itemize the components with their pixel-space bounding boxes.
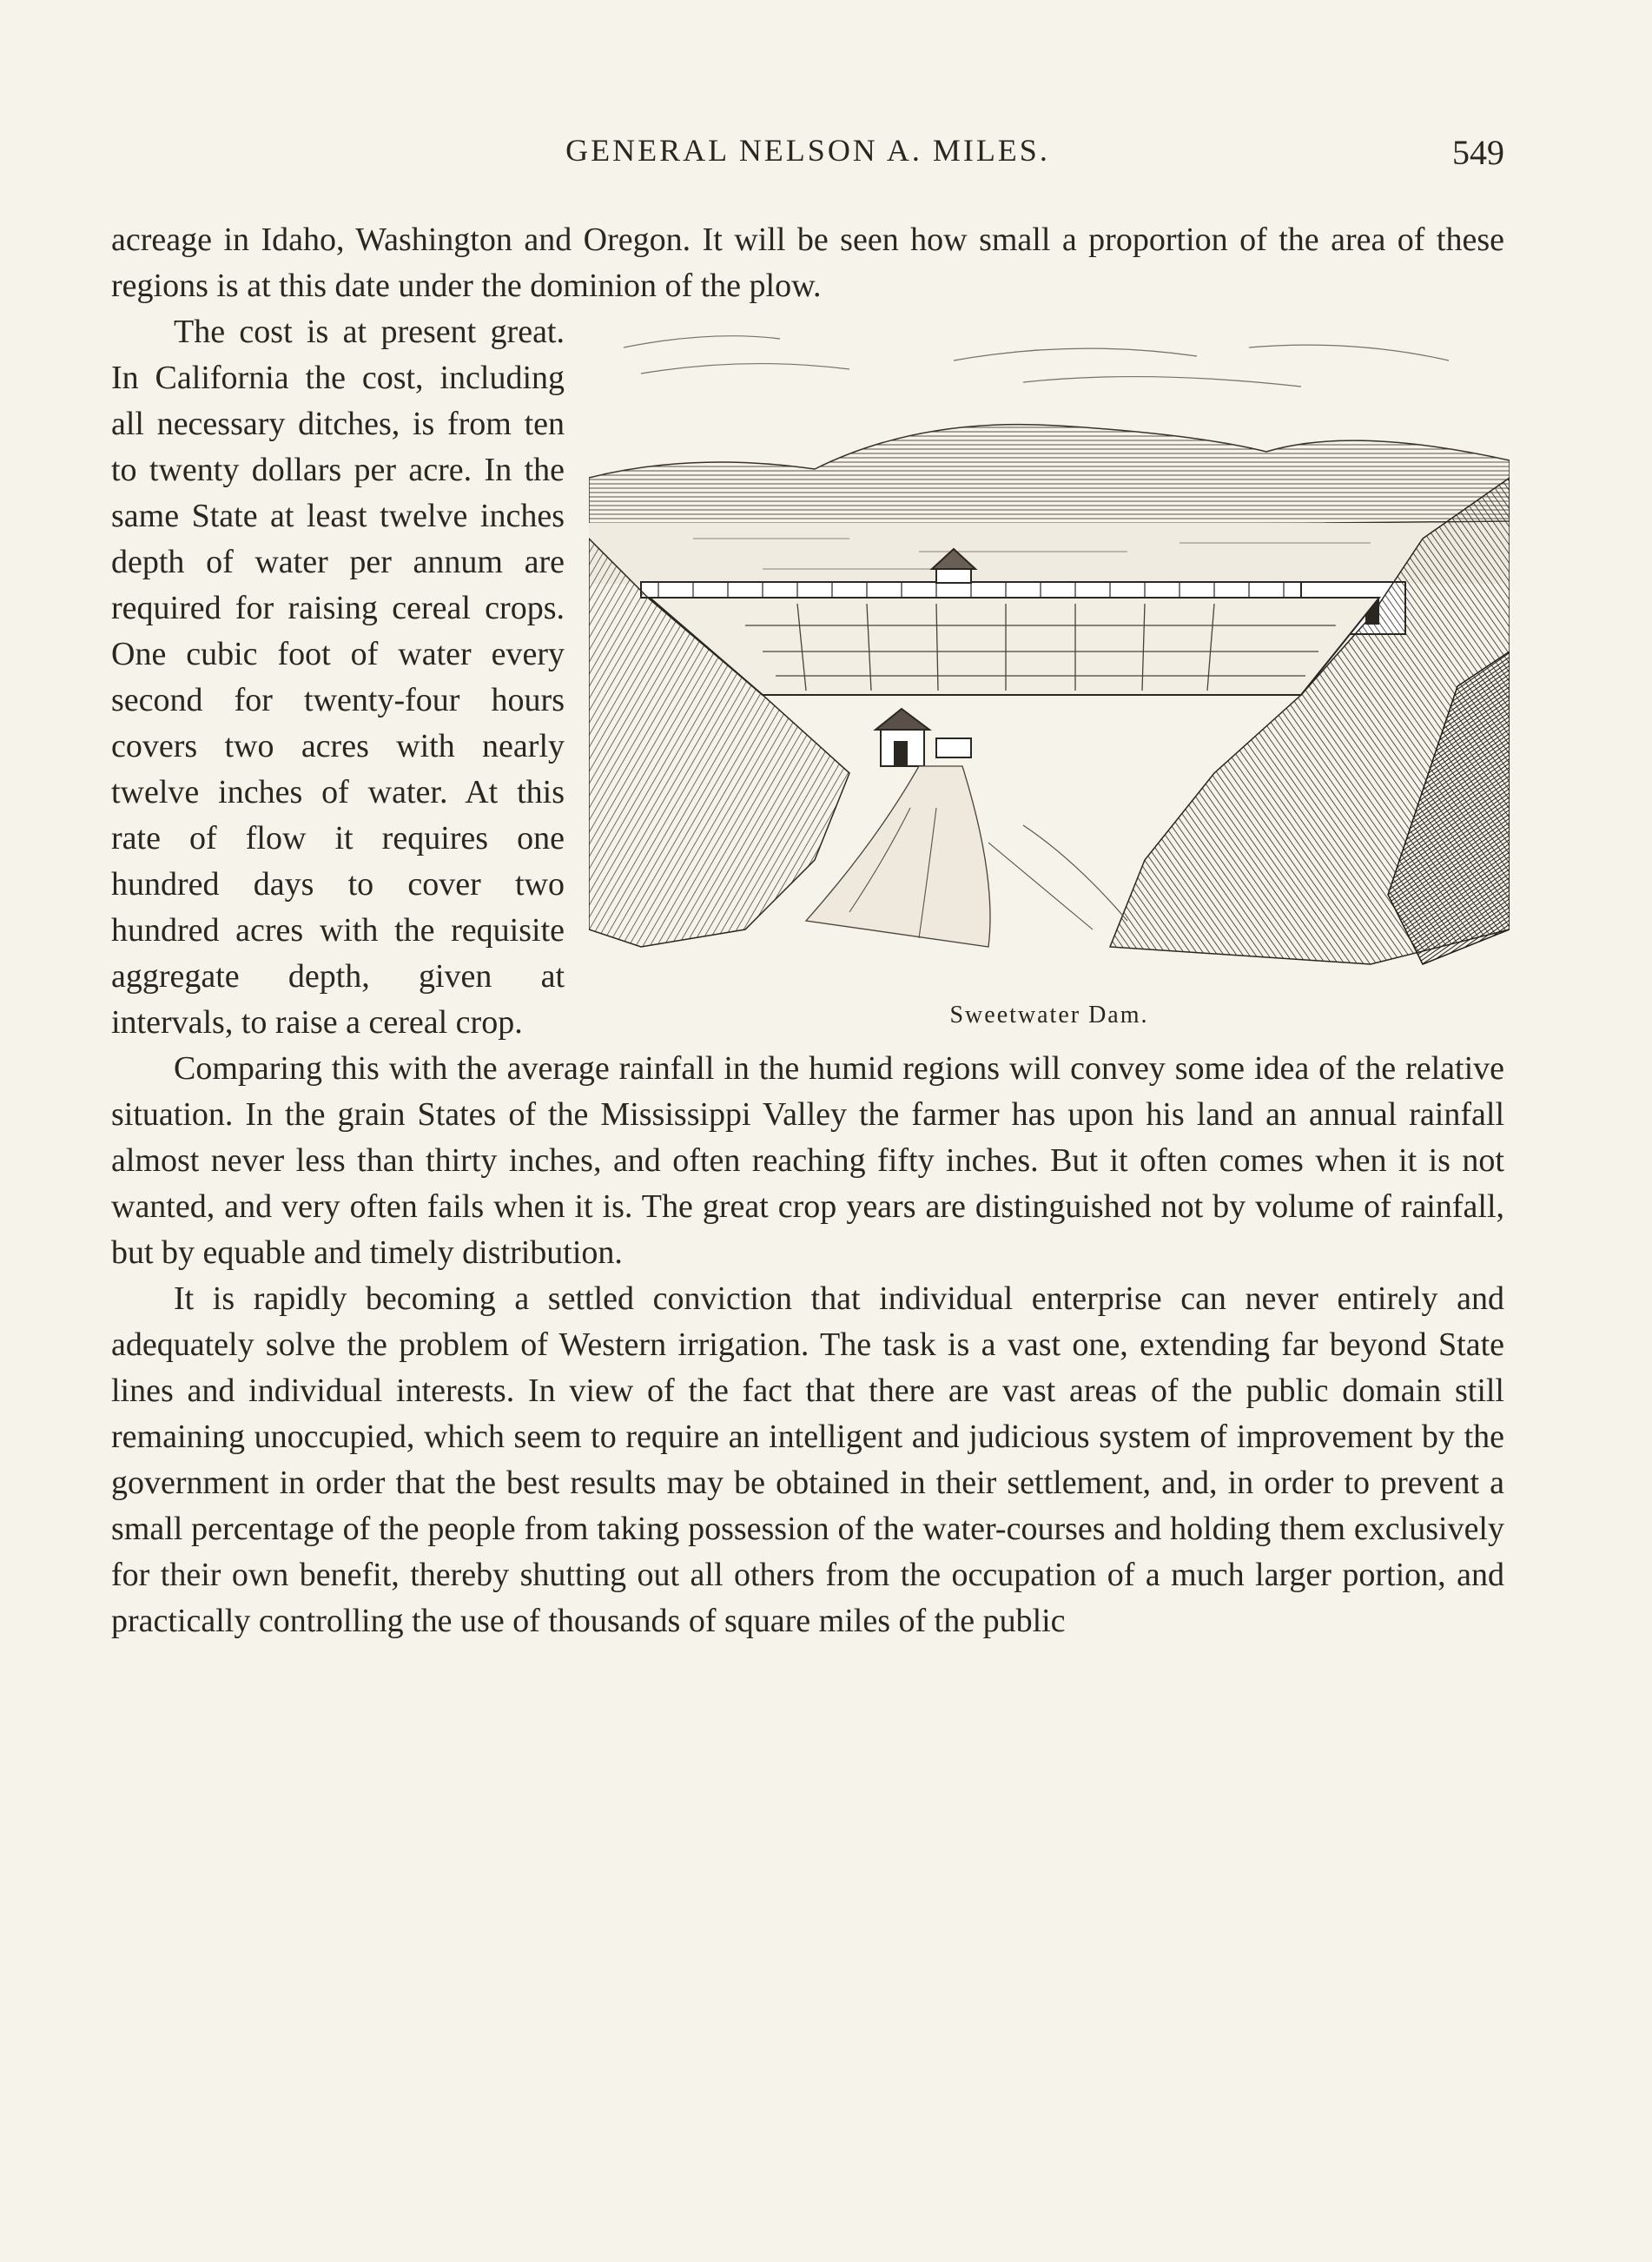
dam-engraving — [589, 321, 1510, 982]
paragraph-4: It is rapidly becoming a settled conviction that individual enterprise can never entirely and adequately solve the problem of Western irrigation. The task is a vast one, extending far beyond State lines and individual interests. In view of the fact that there are vast areas of the public domain still remaining unoccupied, which seem to require an intelligent and judicious system of improvement by the government in order that the best results may be obtained in their settlement, and, in order to prevent a small percentage of the people from taking possession of the water-courses and holding them exclusively for their own benefit, thereby shutting out all others from the occupation of a much larger portion, and practically controlling the use of thousands of square miles of the public — [111, 1280, 1504, 1639]
reservoir-water — [589, 523, 1510, 584]
dam-crest — [641, 582, 1388, 598]
running-head: GENERAL NELSON A. MILES. — [565, 133, 1050, 168]
sweetwater-dam-figure — [589, 321, 1510, 1034]
figure-caption: Sweetwater Dam. — [949, 1002, 1149, 1028]
distant-hills — [589, 425, 1510, 530]
paragraph-2: The cost is at present great. In California the cost, including all necessary ditches, is from ten to twenty dollars per acre. In the same State at least twelve inches depth of water per annum are required for raising cereal crops. One cubic foot of water every second for twenty-four hours covers two acres with nearly twelve inches of water. At this rate of flow it requires one hundred days to cover two hundred acres with the requisite aggregate depth, given at intervals, to raise a cereal crop. — [111, 314, 565, 1041]
paragraph-3: Comparing this with the average rainfall in the humid regions will convey some idea of the relative situation. In the grain States of the Mississippi Valley the farmer has upon his land an annual rainfall almost never less than thirty inches, and often reaching fifty inches. But it often comes when it is not wanted, and very often fails when it is. The great crop years are distinguished not by volume of rainfall, but by equable and timely distribution. — [111, 1050, 1504, 1271]
paragraph-1: acreage in Idaho, Washington and Oregon. It will be seen how small a proportion of the area of these regions is at this date under the dominion of the plow. — [111, 222, 1504, 304]
dam-face — [650, 598, 1379, 695]
sky-strokes — [624, 336, 1449, 387]
body-text — [111, 217, 1504, 1644]
page-header — [111, 132, 1504, 181]
page-number: 549 — [1452, 133, 1504, 172]
gate-house — [876, 709, 971, 766]
